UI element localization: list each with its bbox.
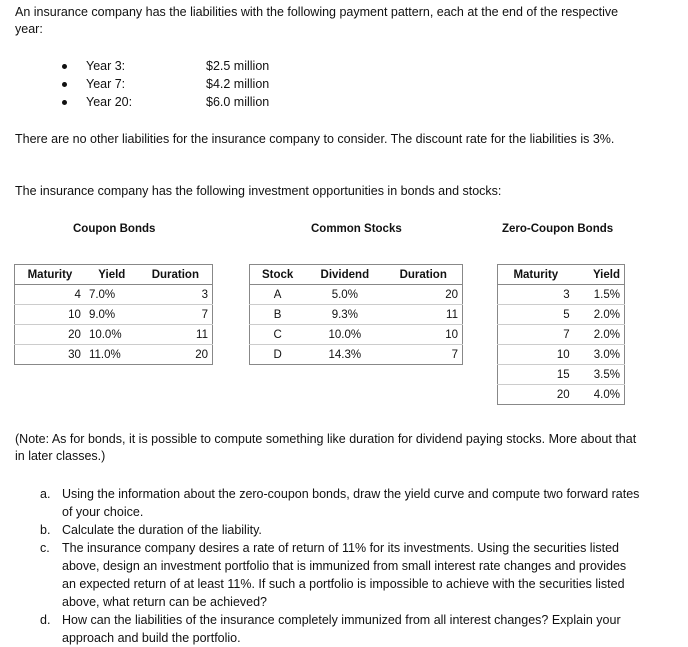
cell-dividend: 5.0% — [305, 285, 384, 305]
question-marker: c. — [40, 541, 50, 555]
table-row — [250, 285, 463, 305]
cell-duration: 11 — [139, 325, 213, 345]
cell-duration: 7 — [451, 348, 458, 361]
cell-yield: 9.0% — [85, 305, 139, 325]
zero-coupon-bonds-table — [497, 264, 625, 405]
cell-yield: 7.0% — [85, 285, 139, 305]
question-text: The insurance company desires a rate of return of 11% for its investments. Using the securities listed above, design an investment portfolio that is immunized from small interest rate changes and provides an expected return of at least 11%. If such a portfolio is impossible to achieve with the securities listed above, what return can be achieved? — [62, 541, 627, 609]
table-row — [15, 345, 213, 365]
question-marker: d. — [40, 613, 51, 627]
cell-yield: 1.5% — [574, 285, 625, 305]
liability-year: Year 3: — [86, 59, 126, 73]
table-row — [15, 325, 213, 345]
table-row — [15, 305, 213, 325]
common-stocks-table — [249, 264, 463, 365]
question-item — [40, 539, 640, 611]
cell-stock: A — [250, 285, 306, 305]
table-row — [498, 365, 625, 385]
question-text: Using the information about the zero-coupon bonds, draw the yield curve and compute two forward rates of your choice. — [62, 487, 640, 519]
cell-stock: C — [250, 325, 306, 345]
cell-maturity: 7 — [498, 325, 574, 345]
table-header-row — [15, 265, 213, 285]
cell-duration: 20 — [384, 285, 462, 305]
cell-maturity: 3 — [498, 285, 574, 305]
cell-duration: 20 — [195, 348, 208, 361]
question-item — [40, 611, 640, 647]
cell-dividend: 10.0% — [305, 325, 384, 345]
table-row — [498, 305, 625, 325]
column-header: Duration — [384, 265, 462, 285]
question-text: Calculate the duration of the liability. — [62, 523, 262, 537]
column-header: Duration — [139, 265, 213, 285]
column-header: Stock — [250, 265, 306, 285]
cell-yield: 10.0% — [85, 325, 139, 345]
question-text: How can the liabilities of the insurance completely immunized from all interest changes? Explain your approach and build the portfolio. — [62, 613, 621, 645]
table-row — [498, 345, 625, 365]
intro-paragraph: An insurance company has the liabilities with the following payment pattern, each at the end of the respective year: — [15, 5, 619, 36]
cell-stock: B — [250, 305, 306, 325]
cell-duration: 3 — [139, 285, 213, 305]
cell-duration: 7 — [139, 305, 213, 325]
cell-maturity: 10 — [498, 345, 574, 365]
coupon-bonds-table — [14, 264, 213, 365]
table-row — [498, 385, 625, 405]
cell-dividend: 14.3% — [328, 348, 362, 361]
common-stocks-heading: Common Stocks — [311, 223, 402, 235]
question-item — [40, 485, 640, 521]
table-row — [498, 325, 625, 345]
column-header: Dividend — [305, 265, 384, 285]
table-header-row — [250, 265, 463, 285]
table-row — [250, 305, 463, 325]
coupon-bonds-heading: Coupon Bonds — [73, 223, 156, 235]
bullet-icon — [62, 100, 67, 105]
question-item — [40, 521, 640, 539]
cell-duration: 10 — [384, 325, 462, 345]
cell-yield: 4.0% — [593, 388, 620, 401]
cell-maturity: 5 — [498, 305, 574, 325]
cell-maturity: 15 — [498, 365, 574, 385]
cell-maturity: 20 — [15, 325, 85, 345]
liability-amount: $6.0 million — [206, 95, 270, 109]
zero-coupon-bonds-heading: Zero-Coupon Bonds — [502, 223, 614, 235]
cell-maturity: 20 — [556, 388, 570, 401]
cell-maturity: 30 — [68, 348, 81, 361]
cell-yield: 3.0% — [574, 345, 625, 365]
bullet-icon — [62, 64, 67, 69]
table-header-row — [498, 265, 625, 285]
note-paragraph: (Note: As for bonds, it is possible to compute something like duration for dividend paying stocks. More about that in later classes.) — [15, 432, 637, 463]
liability-amount: $2.5 million — [206, 59, 270, 73]
table-row — [498, 285, 625, 305]
column-header: Maturity — [498, 265, 574, 285]
liability-year: Year 20: — [86, 95, 133, 109]
column-header: Maturity — [15, 265, 85, 285]
cell-maturity: 4 — [15, 285, 85, 305]
cell-yield: 11.0% — [88, 348, 121, 361]
liability-amount: $4.2 million — [206, 77, 270, 91]
cell-yield: 2.0% — [574, 325, 625, 345]
cell-duration: 11 — [384, 305, 462, 325]
cell-maturity: 10 — [15, 305, 85, 325]
cell-stock: D — [273, 348, 282, 361]
opportunities-paragraph: The insurance company has the following investment opportunities in bonds and stocks: — [15, 184, 502, 198]
cell-yield: 2.0% — [574, 305, 625, 325]
table-row — [250, 345, 463, 365]
cell-yield: 3.5% — [574, 365, 625, 385]
discount-paragraph: There are no other liabilities for the insurance company to consider. The discount rate for the liabilities is 3%. — [15, 132, 615, 146]
table-row — [15, 285, 213, 305]
liability-year: Year 7: — [86, 77, 126, 91]
question-marker: b. — [40, 523, 51, 537]
table-row — [250, 325, 463, 345]
column-header: Yield — [574, 265, 625, 285]
cell-dividend: 9.3% — [305, 305, 384, 325]
question-marker: a. — [40, 487, 51, 501]
column-header: Yield — [85, 265, 139, 285]
bullet-icon — [62, 82, 67, 87]
